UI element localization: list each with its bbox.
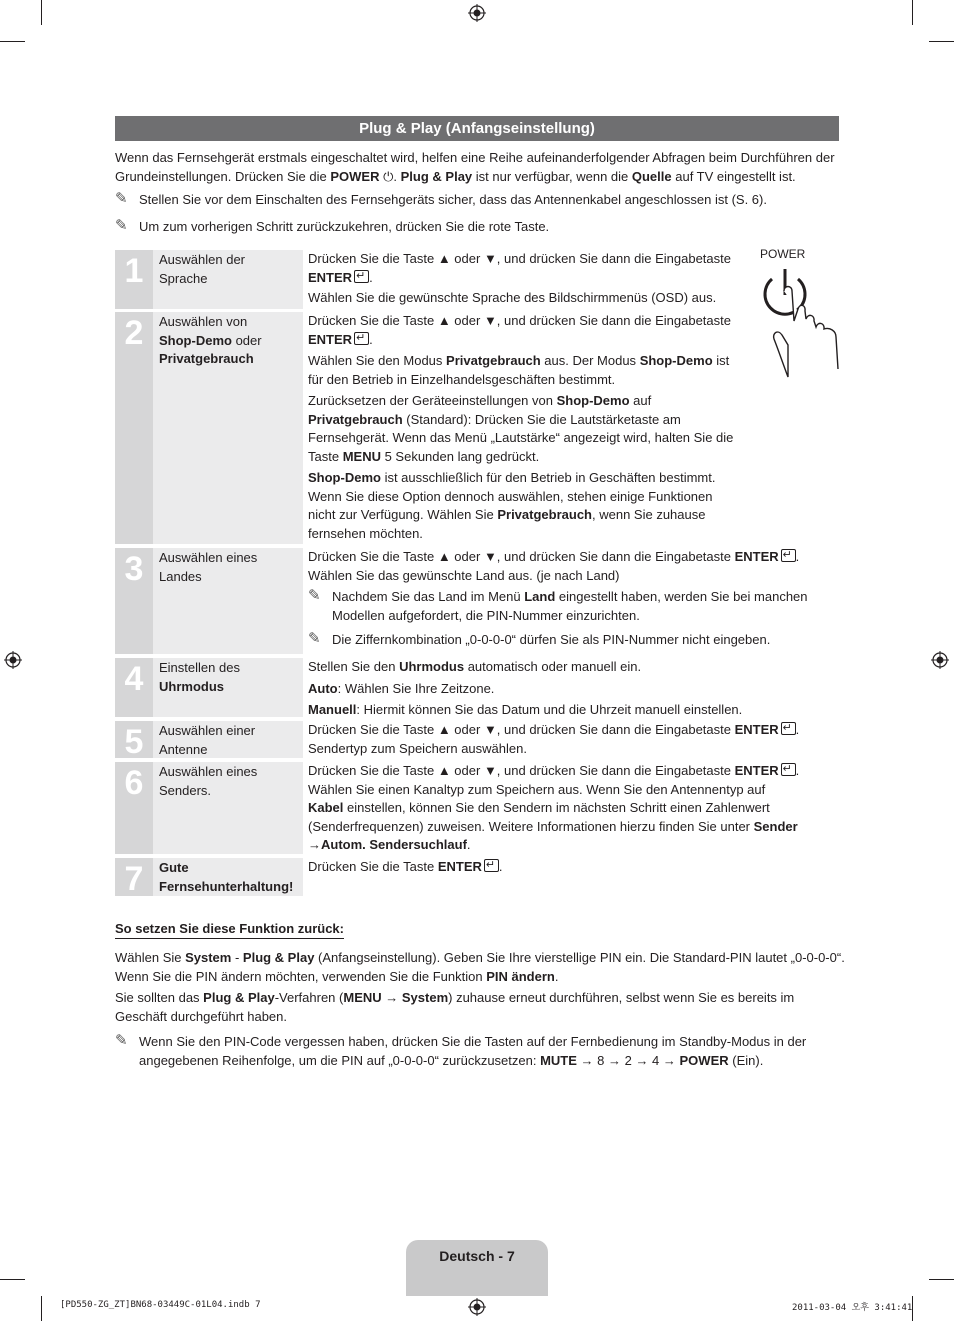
step-number: 4 [115, 658, 153, 717]
step-number: 7 [115, 858, 153, 896]
registration-mark-icon [468, 4, 486, 22]
registration-mark-icon [468, 1298, 486, 1316]
power-label: POWER [760, 247, 806, 261]
enter-key-icon [354, 270, 369, 283]
crop-mark [0, 1279, 25, 1280]
footer-file-info: [PD550-ZG_ZT]BN68-03449C-01L04.indb 7 [60, 1300, 261, 1310]
registration-mark-icon [4, 651, 22, 669]
step-title: Auswählen der Sprache [153, 250, 303, 309]
step-number: 1 [115, 250, 153, 309]
step-title: Auswählen eines Landes [153, 548, 303, 654]
step-row [115, 250, 839, 309]
note: ✎ Wenn Sie den PIN-Code vergessen haben, drücken Sie die Tasten auf der Fernbedienung im Standby-Modus in der angegebenen Reihenfolge, um die PIN auf „0-0-0-0“ zurückzusetzen: MUTE → 8 → 2 → 4 → POWER (Ein). [115, 1032, 807, 1068]
step-title: Einstellen des Uhrmodus [153, 658, 303, 717]
step-title: Gute Fernsehunterhaltung! [153, 858, 303, 896]
note: ✎ Um zum vorherigen Schritt zurückzukehren, drücken Sie die rote Taste. [115, 217, 550, 234]
crop-mark [0, 41, 25, 42]
enter-key-icon [781, 763, 796, 776]
step-row [115, 762, 839, 854]
step-number: 6 [115, 762, 153, 854]
pencil-note-icon: ✎ [308, 587, 321, 604]
enter-key-icon [484, 859, 499, 872]
crop-mark [912, 0, 913, 25]
step-row [115, 658, 839, 717]
note: ✎ Nachdem Sie das Land im Menü Land eingestellt haben, werden Sie bei manchen Modellen aufgefordert, die PIN-Nummer einzurichten. [308, 587, 808, 623]
intro-line: Grundeinstellungen. Drücken Sie die POWER ⏻. Plug & Play ist nur verfügbar, wenn die Quelle auf TV eingestellt ist. [115, 168, 845, 187]
step-row [115, 312, 839, 544]
step-description: Drücken Sie die Taste ▲ oder ▼, und drücken Sie dann die Eingabetaste ENTER↵ . Wählen Sie den Modus Privatgebrauch aus. Der Modus Shop-Demo ist für den Betrieb in Einzelhandelsgeschäften bestimmt. Zurücksetzen der Geräteeinstellungen von Shop-Demo auf Privatgebrauch (Standard): Drücken Sie die Lautstärketaste am Fernsehgerät. Wenn das Menü „Lautstärke“ angezeigt wird, halten Sie die Taste MENU 5 Sekunden lang gedrückt. Shop-Demo ist ausschließlich für den Betrieb in Geschäften bestimmt. Wenn Sie diese Option dennoch auswählen, stehen einige Funktionen nicht zur Verfügung. Wählen Sie Privatgebrauch, wenn Sie zuhause fernsehen möchten. [308, 312, 828, 543]
intro-paragraph [115, 149, 845, 186]
intro-line: Wenn das Fernsehgerät erstmals eingeschaltet wird, helfen eine Reihe aufeinanderfolgender Abfragen beim Durchführen der [115, 150, 835, 165]
pencil-note-icon: ✎ [115, 217, 128, 234]
reset-heading: So setzen Sie diese Funktion zurück: [115, 921, 344, 939]
pencil-note-icon: ✎ [308, 630, 321, 647]
note: ✎ Die Ziffernkombination „0-0-0-0“ dürfen Sie als PIN-Nummer nicht eingeben. [308, 630, 771, 647]
step-row [115, 548, 839, 654]
enter-key-icon [781, 549, 796, 562]
step-number: 2 [115, 312, 153, 544]
registration-mark-icon [931, 651, 949, 669]
crop-mark [929, 1279, 954, 1280]
step-description: Drücken Sie die Taste ▲ oder ▼, und drücken Sie dann die Eingabetaste ENTER↵ . Wählen Sie die gewünschte Sprache des Bildschirmmenüs (OSD) aus. [308, 250, 828, 308]
note: ✎ Stellen Sie vor dem Einschalten des Fernsehgeräts sicher, dass das Antennenkabel angeschlossen ist (S. 6). [115, 190, 767, 207]
step-number: 3 [115, 548, 153, 654]
step-title: Auswählen eines Senders. [153, 762, 303, 854]
pencil-note-icon: ✎ [115, 1032, 128, 1049]
step-description: Stellen Sie den Uhrmodus automatisch oder manuell ein. Auto: Wählen Sie Ihre Zeitzone. Manuell: Hiermit können Sie das Datum und die Uhrzeit manuell einstellen. [308, 659, 743, 717]
power-icon: ⏻ [383, 168, 394, 184]
reset-paragraph: Wählen Sie System - Plug & Play (Anfangseinstellung). Geben Sie Ihre vierstellige PIN ein. Die Standard-PIN lautet „0-0-0-0“. Wenn Sie die PIN ändern möchten, verwenden Sie die Funktion PIN ändern. Sie sollten das Plug & Play-Verfahren (MENU → System) zuhause erneut durchführen, selbst wenn Sie es bereits im Geschäft durchgeführt haben. [115, 950, 845, 1024]
page-number-tab: Deutsch - 7 [406, 1240, 548, 1296]
step-description: Drücken Sie die Taste ▲ oder ▼, und drücken Sie dann die Eingabetaste ENTER↵ . Wählen Sie einen Kanaltyp zum Speichern aus. Wenn Sie den Antennentyp auf Kabel einstellen, können Sie den Sendern im nächsten Schritt einen Zahlenwert (Senderfrequenzen) zuweisen. Weitere Informationen hierzu finden Sie unter Sender →Autom. Sendersuchlauf. [308, 762, 828, 855]
pencil-note-icon: ✎ [115, 190, 128, 207]
step-row [115, 721, 839, 761]
enter-key-icon [354, 332, 369, 345]
step-description: Drücken Sie die Taste ENTER↵ . [308, 858, 828, 877]
crop-mark [41, 0, 42, 25]
crop-mark [929, 41, 954, 42]
step-title: Auswählen von Shop-Demo oder Privatgebrauch [153, 312, 303, 544]
crop-mark [41, 1296, 42, 1321]
section-title: Plug & Play (Anfangseinstellung) [115, 116, 839, 141]
step-number: 5 [115, 721, 153, 758]
step-row [115, 858, 839, 896]
footer-date: 2011-03-04 오후 3:41:41 [792, 1303, 913, 1313]
step-description: Drücken Sie die Taste ▲ oder ▼, und drücken Sie dann die Eingabetaste ENTER↵ . Sendertyp zum Speichern auswählen. [308, 721, 828, 758]
step-description: Drücken Sie die Taste ▲ oder ▼, und drücken Sie dann die Eingabetaste ENTER↵ . Wählen Sie das gewünschte Land aus. (je nach Land) ✎ Nachdem Sie das Land im Menü Land eingestellt haben, werden Sie bei manchen Modellen aufgefordert, die PIN-Nummer einzurichten. ✎ Die Ziffernkombination „0-0-0-0“ dürfen Sie als PIN-Nummer nicht eingeben. [308, 548, 828, 650]
enter-key-icon [781, 722, 796, 735]
step-title: Auswählen einer Antenne [153, 721, 303, 758]
